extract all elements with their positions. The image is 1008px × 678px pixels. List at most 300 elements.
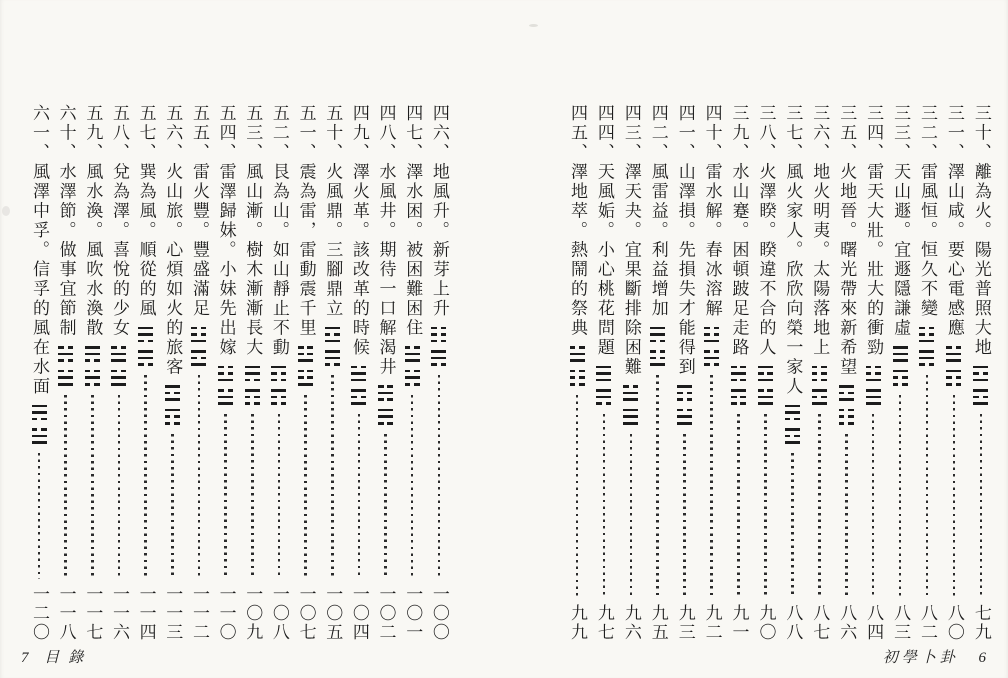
yang-solid-line [623, 409, 638, 412]
yin-broken-line [431, 333, 446, 336]
toc-entry [399, 104, 425, 642]
yin-broken-line [351, 396, 366, 399]
yin-broken-line [351, 366, 366, 369]
toc-entry [779, 104, 805, 642]
entry-page-number: 八二 [917, 604, 937, 642]
entry-text: 四五、澤地萃。熱鬧的祭典 [568, 104, 587, 338]
yang-solid-line [973, 389, 988, 392]
entry-text: 五九、風水渙。風吹水渙散 [83, 104, 103, 338]
yi-increase-icon [650, 325, 665, 369]
yang-solid-line [111, 359, 126, 362]
toc-entry [79, 104, 105, 642]
kui-opposition-icon [758, 364, 773, 408]
entry-page-number: 一一二 [189, 585, 209, 642]
entry-page-number: 九九 [568, 604, 587, 642]
dotted-leader [926, 375, 929, 598]
jiaren-family-icon [785, 403, 800, 447]
dotted-leader [331, 375, 334, 579]
entry-text: 四十、雷水解。春冰溶解 [702, 104, 722, 319]
yang-solid-line [919, 350, 934, 353]
yang-solid-line [58, 376, 73, 379]
toc-entry [373, 104, 399, 642]
yin-broken-line [946, 346, 961, 349]
toc-entry [941, 104, 967, 642]
entry-page-number: 一〇一 [403, 585, 423, 642]
li-fire-icon [973, 364, 988, 408]
yang-solid-line [866, 379, 881, 382]
yang-solid-line [165, 409, 180, 412]
entry-text: 三七、風火家人。欣欣向榮一家人 [783, 104, 803, 397]
yin-broken-line [271, 372, 286, 375]
yin-broken-line [298, 376, 313, 379]
xun-wind-icon [138, 325, 153, 369]
dotted-leader [224, 414, 227, 579]
yin-broken-line [191, 357, 206, 360]
dotted-leader [656, 375, 659, 598]
yin-broken-line [946, 383, 961, 386]
yang-solid-line [758, 379, 773, 382]
entry-text: 五十、火風鼎。三腳鼎立 [323, 104, 343, 319]
toc-entry [106, 104, 132, 642]
entry-text: 三三、天山遯。宜遯隱謙虛 [891, 104, 911, 338]
toc-entry [213, 104, 239, 642]
entry-page-number: 一〇四 [349, 585, 369, 642]
entry-text: 三八、火澤睽。睽違不合的人 [756, 104, 776, 358]
toc-entry [752, 104, 778, 642]
yang-solid-line [677, 415, 692, 418]
yang-solid-line [785, 405, 800, 408]
yin-broken-line [218, 366, 233, 369]
kun-oppression-icon [405, 344, 420, 388]
yang-solid-line [893, 353, 908, 356]
entry-text: 五八、兌為澤。喜悅的少女 [109, 104, 129, 338]
page-footer-right [877, 646, 992, 667]
yin-broken-line [111, 346, 126, 349]
yin-broken-line [271, 379, 286, 382]
yin-broken-line [731, 396, 746, 399]
dotted-leader [91, 395, 94, 579]
yang-solid-line [165, 398, 180, 401]
yin-broken-line [85, 359, 100, 362]
yang-solid-line [650, 333, 665, 336]
dotted-leader [118, 395, 121, 579]
dotted-leader [576, 395, 579, 598]
yang-solid-line [650, 327, 665, 330]
dazhuang-power-icon [866, 364, 881, 408]
toc-entry [887, 104, 913, 642]
yin-broken-line [893, 383, 908, 386]
yang-solid-line [351, 389, 366, 392]
yin-broken-line [758, 389, 773, 392]
yin-broken-line [623, 385, 638, 388]
entry-text: 四六、地風升。新芽上升 [429, 104, 449, 319]
yang-solid-line [325, 350, 340, 353]
yin-broken-line [839, 422, 854, 425]
yang-solid-line [973, 402, 988, 405]
yin-broken-line [165, 392, 180, 395]
entry-text: 五五、雷火豐。豐盛滿足 [189, 104, 209, 319]
yang-solid-line [32, 435, 47, 438]
toc-entry [618, 104, 644, 642]
dotted-leader [358, 414, 361, 579]
toc-entry [186, 104, 212, 642]
dotted-leader [198, 375, 201, 579]
yang-solid-line [677, 422, 692, 425]
yin-broken-line [704, 363, 719, 366]
entry-text: 五一、震為雷，雷動震千里 [296, 104, 316, 338]
yin-broken-line [570, 370, 585, 373]
yin-broken-line [570, 383, 585, 386]
entry-text: 四七、澤水困。被困難困住 [403, 104, 423, 338]
yang-solid-line [596, 396, 611, 399]
toc-entry [833, 104, 859, 642]
entry-page-number: 九一 [729, 604, 749, 642]
yang-solid-line [85, 346, 100, 349]
yin-broken-line [111, 370, 126, 373]
yang-solid-line [58, 353, 73, 356]
yin-broken-line [596, 402, 611, 405]
dotted-leader [899, 395, 902, 598]
yang-solid-line [85, 353, 100, 356]
yin-broken-line [325, 333, 340, 336]
yin-broken-line [839, 415, 854, 418]
yang-solid-line [191, 363, 206, 366]
yang-solid-line [58, 383, 73, 386]
entry-text: 三十、離為火。陽光普照大地 [971, 104, 991, 358]
yin-broken-line [378, 398, 393, 401]
dotted-leader [683, 434, 686, 598]
yang-solid-line [431, 357, 446, 360]
yang-solid-line [111, 353, 126, 356]
yang-solid-line [623, 398, 638, 401]
yin-broken-line [704, 327, 719, 330]
folio-number-right: 6 [978, 650, 986, 666]
toc-entry [914, 104, 940, 642]
toc-entry [591, 104, 617, 642]
yang-solid-line [893, 370, 908, 373]
yin-broken-line [218, 389, 233, 392]
dotted-leader [791, 453, 794, 598]
yang-solid-line [596, 366, 611, 369]
yang-solid-line [812, 402, 827, 405]
toc-entry [346, 104, 372, 642]
yin-broken-line [704, 350, 719, 353]
entry-text: 三二、雷風恒。恒久不變 [917, 104, 937, 319]
entry-text: 五六、火山旅。心煩如火的旅客 [163, 104, 183, 377]
toc-entry [726, 104, 752, 642]
dotted-leader [278, 414, 281, 579]
yang-solid-line [218, 396, 233, 399]
yang-solid-line [378, 392, 393, 395]
yang-solid-line [893, 346, 908, 349]
gou-encounter-icon [596, 364, 611, 408]
xie-deliverance-icon [704, 325, 719, 369]
yang-solid-line [325, 327, 340, 330]
yang-solid-line [677, 385, 692, 388]
entry-text: 四二、風雷益。利益增加 [648, 104, 668, 319]
yang-solid-line [32, 441, 47, 444]
yang-solid-line [623, 415, 638, 418]
yin-broken-line [785, 435, 800, 438]
yin-broken-line [866, 366, 881, 369]
yin-broken-line [32, 418, 47, 421]
yang-solid-line [758, 402, 773, 405]
yang-solid-line [893, 359, 908, 362]
yin-broken-line [245, 379, 260, 382]
entry-text: 三五、火地晉。曙光帶來新希望 [837, 104, 857, 377]
yin-broken-line [58, 359, 73, 362]
yin-broken-line [165, 422, 180, 425]
yin-broken-line [866, 372, 881, 375]
entry-page-number: 八七 [810, 604, 830, 642]
yin-broken-line [973, 396, 988, 399]
dotted-leader [980, 414, 983, 598]
yang-solid-line [165, 385, 180, 388]
yin-broken-line [839, 409, 854, 412]
yang-solid-line [570, 353, 585, 356]
yang-solid-line [812, 389, 827, 392]
entry-page-number: 八三 [891, 604, 911, 642]
yin-broken-line [191, 327, 206, 330]
entry-page-number: 一一七 [83, 585, 103, 642]
yin-broken-line [405, 383, 420, 386]
entry-page-number: 一〇九 [243, 585, 263, 642]
yang-solid-line [138, 357, 153, 360]
entry-page-number: 九二 [702, 604, 722, 642]
yin-broken-line [271, 402, 286, 405]
toc-entry [26, 104, 52, 642]
yin-broken-line [731, 402, 746, 405]
dun-retreat-icon [893, 344, 908, 388]
toc-entry [239, 104, 265, 642]
yin-broken-line [839, 392, 854, 395]
yin-broken-line [812, 366, 827, 369]
yin-broken-line [32, 428, 47, 431]
guimei-marrying-icon [218, 364, 233, 408]
yin-broken-line [570, 376, 585, 379]
entry-text: 五三、風山漸。樹木漸漸長大 [243, 104, 263, 358]
yin-broken-line [650, 357, 665, 360]
yin-broken-line [191, 333, 206, 336]
yang-solid-line [570, 359, 585, 362]
entry-page-number: 九六 [621, 604, 641, 642]
yang-solid-line [218, 402, 233, 405]
yang-solid-line [138, 350, 153, 353]
yin-broken-line [893, 376, 908, 379]
yin-broken-line [85, 383, 100, 386]
dotted-leader [710, 375, 713, 598]
yin-broken-line [812, 372, 827, 375]
yin-broken-line [731, 366, 746, 369]
entry-text: 四三、澤天夬。宜果斷排除困難 [621, 104, 641, 377]
yang-solid-line [650, 363, 665, 366]
huan-dispersion-icon [85, 344, 100, 388]
yang-solid-line [245, 372, 260, 375]
entry-page-number: 一〇〇 [429, 585, 449, 642]
yang-solid-line [405, 359, 420, 362]
yin-broken-line [431, 340, 446, 343]
yang-solid-line [758, 366, 773, 369]
yang-solid-line [298, 359, 313, 362]
yang-solid-line [839, 398, 854, 401]
cui-gathering-icon [570, 344, 585, 388]
entry-text: 四八、水風井。期待一口解渴井 [376, 104, 396, 377]
yin-broken-line [58, 346, 73, 349]
yin-broken-line [298, 353, 313, 356]
yin-broken-line [245, 402, 260, 405]
entry-text: 六十、水澤節。做事宜節制 [56, 104, 76, 338]
entry-text: 三六、地火明夷。太陽落地上 [810, 104, 830, 358]
yin-broken-line [919, 363, 934, 366]
yang-solid-line [839, 385, 854, 388]
entry-page-number: 八四 [864, 604, 884, 642]
lv-traveller-icon [165, 383, 180, 427]
zhen-thunder-icon [298, 344, 313, 388]
toc-entry [645, 104, 671, 642]
scan-artifact [529, 24, 538, 27]
yin-broken-line [85, 370, 100, 373]
yang-solid-line [378, 409, 393, 412]
toc-entry [266, 104, 292, 642]
yang-solid-line [785, 441, 800, 444]
jian-obstruction-icon [731, 364, 746, 408]
yang-solid-line [758, 396, 773, 399]
entry-page-number: 一一四 [136, 585, 156, 642]
yang-solid-line [866, 402, 881, 405]
yang-solid-line [866, 389, 881, 392]
entry-page-number: 一一八 [56, 585, 76, 642]
yin-broken-line [405, 370, 420, 373]
entry-page-number: 一〇八 [269, 585, 289, 642]
yin-broken-line [138, 340, 153, 343]
toc-entry [806, 104, 832, 642]
footer-book-title: 初學卜卦 [882, 650, 959, 666]
yin-broken-line [298, 346, 313, 349]
dotted-leader [171, 434, 174, 579]
dotted-leader [603, 414, 606, 598]
entry-text: 三四、雷天大壯。壯大的衝勁 [864, 104, 884, 358]
entry-page-number: 一〇二 [376, 585, 396, 642]
entry-page-number: 一〇七 [296, 585, 316, 642]
yang-solid-line [596, 389, 611, 392]
yin-broken-line [650, 340, 665, 343]
entry-page-number: 九三 [675, 604, 695, 642]
entry-page-number: 一一三 [163, 585, 183, 642]
toc-entry [53, 104, 79, 642]
toc-entry [319, 104, 345, 642]
yang-solid-line [623, 422, 638, 425]
jin-progress-icon [839, 383, 854, 427]
yin-broken-line [245, 396, 260, 399]
dotted-leader [737, 414, 740, 598]
yang-solid-line [111, 383, 126, 386]
entry-text: 三一、澤山咸。要心電感應 [944, 104, 964, 338]
entry-text: 五七、巽為風。順從的風 [136, 104, 156, 319]
yin-broken-line [731, 379, 746, 382]
yin-broken-line [919, 327, 934, 330]
yin-broken-line [677, 398, 692, 401]
entry-page-number: 八八 [783, 604, 803, 642]
sheng-ascending-icon [431, 325, 446, 369]
yang-solid-line [378, 415, 393, 418]
dotted-leader [304, 395, 307, 579]
toc-entry [159, 104, 185, 642]
yang-solid-line [946, 359, 961, 362]
ge-revolution-icon [351, 364, 366, 408]
yang-solid-line [704, 340, 719, 343]
dotted-leader [845, 434, 848, 598]
entry-page-number: 九七 [594, 604, 614, 642]
yang-solid-line [596, 379, 611, 382]
page-footer-left [15, 646, 92, 667]
dotted-leader [38, 453, 41, 579]
toc-entry [860, 104, 886, 642]
sun-decrease-icon [677, 383, 692, 427]
entry-page-number: 一一〇 [216, 585, 236, 642]
dui-lake-icon [111, 344, 126, 388]
yin-broken-line [677, 409, 692, 412]
yin-broken-line [325, 363, 340, 366]
yin-broken-line [165, 415, 180, 418]
guai-resolution-icon [623, 383, 638, 427]
dotted-leader [764, 414, 767, 598]
dotted-leader [411, 395, 414, 579]
toc-entry [699, 104, 725, 642]
yin-broken-line [946, 376, 961, 379]
entry-page-number: 八六 [837, 604, 857, 642]
entry-text: 四九、澤火革。該改革的時候 [349, 104, 369, 358]
entry-text: 四一、山澤損。先損失才能得到 [675, 104, 695, 377]
scan-artifact [2, 206, 10, 216]
yin-broken-line [218, 372, 233, 375]
yang-solid-line [973, 379, 988, 382]
yang-solid-line [946, 353, 961, 356]
yang-solid-line [785, 411, 800, 414]
yang-solid-line [596, 372, 611, 375]
toc-entry [426, 104, 452, 642]
yang-solid-line [218, 379, 233, 382]
yang-solid-line [298, 383, 313, 386]
toc-entry [133, 104, 159, 642]
yang-solid-line [325, 340, 340, 343]
feng-abundance-icon [191, 325, 206, 369]
yin-broken-line [677, 392, 692, 395]
yin-broken-line [431, 327, 446, 330]
yang-solid-line [271, 389, 286, 392]
yang-solid-line [731, 372, 746, 375]
jian-gradual-icon [245, 364, 260, 408]
heng-duration-icon [919, 325, 934, 369]
dotted-leader [64, 395, 67, 579]
dotted-leader [144, 375, 147, 579]
jing-well-icon [378, 383, 393, 427]
toc-entry [672, 104, 698, 642]
yang-solid-line [431, 350, 446, 353]
yang-solid-line [111, 376, 126, 379]
entry-text: 五四、雷澤歸妹。小妹先出嫁 [216, 104, 236, 358]
yin-broken-line [812, 396, 827, 399]
yang-solid-line [32, 411, 47, 414]
dotted-leader [872, 414, 875, 598]
yang-solid-line [405, 353, 420, 356]
mingyi-darkening-icon [812, 364, 827, 408]
yang-solid-line [351, 372, 366, 375]
zhongfu-truth-icon [32, 403, 47, 447]
entry-page-number: 一二〇 [30, 585, 49, 642]
yang-solid-line [405, 376, 420, 379]
dotted-leader [384, 434, 387, 579]
toc-columns-right [564, 104, 994, 642]
